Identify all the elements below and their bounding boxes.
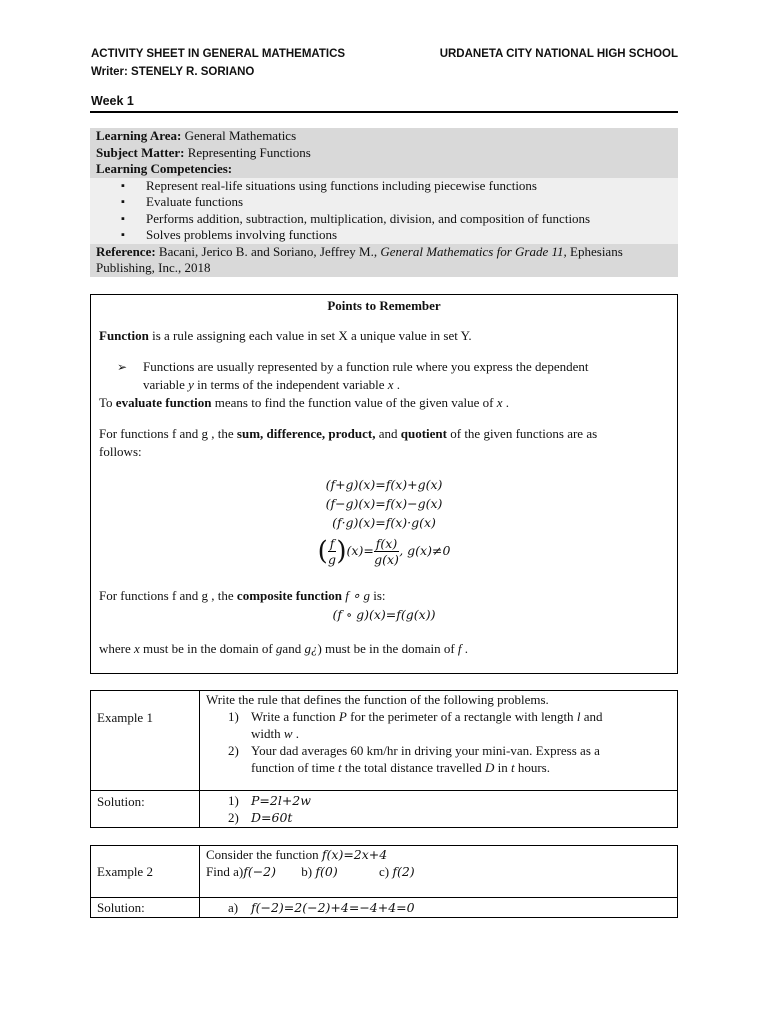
competency-item: ▪ Solves problems involving functions	[146, 227, 672, 244]
example-2-solution-row	[91, 898, 678, 918]
solution-formula: D=60t	[251, 810, 293, 825]
function-rule-note	[91, 358, 677, 394]
reference-publisher-cont: Publishing, Inc., 2018	[96, 260, 211, 275]
operations-formulas	[91, 475, 677, 572]
var-g-garbled: g¿	[304, 641, 318, 656]
solution-number: 1)	[228, 793, 239, 808]
example-2-label: Example 2	[91, 846, 200, 898]
writer-name: Writer: STENELY R. SORIANO	[91, 66, 255, 78]
reference-row	[90, 244, 678, 277]
subject-matter-value: Representing Functions	[184, 144, 311, 160]
learning-area-label: Learning Area:	[96, 128, 182, 143]
quotient-den: g	[328, 552, 337, 567]
competencies-heading	[90, 161, 678, 178]
reference-authors: Bacani, Jerico B. and Soriano, Jeffrey M.,	[155, 243, 381, 259]
reference-label: Reference:	[96, 243, 156, 259]
difference-formula: (f−g)(x)=f(x)−g(x)	[325, 496, 443, 511]
example-2-find	[206, 863, 671, 880]
problem-text: width	[251, 726, 284, 741]
composite-formula: (f ∘ g)(x)=f(g(x))	[332, 607, 436, 622]
problem-text: and	[580, 709, 603, 724]
solution-list	[206, 792, 671, 826]
example-1-table	[90, 690, 678, 828]
problem-text: Write a function	[251, 709, 339, 724]
product-formula: (f·g)(x)=f(x)·g(x)	[332, 515, 436, 530]
points-to-remember-box	[90, 294, 678, 674]
quotient-num: f	[329, 536, 335, 551]
solution-number: 2)	[228, 810, 239, 825]
operations-intro	[91, 425, 677, 461]
var-w: w	[283, 726, 293, 741]
comp-text: is:	[370, 588, 386, 603]
competencies-list-wrapper	[90, 178, 678, 244]
problem-text: .	[292, 726, 300, 741]
example-2-table	[90, 845, 678, 918]
problem-number: 2)	[228, 743, 239, 758]
example-1-label: Example 1	[91, 691, 200, 791]
example-2-solution	[200, 898, 678, 918]
week-label: Week 1	[91, 94, 134, 108]
ops-text: For functions f and g , the	[99, 426, 237, 441]
school-name: URDANETA CITY NATIONAL HIGH SCHOOL	[439, 48, 678, 60]
solution-formula: P=2l+2w	[251, 793, 311, 808]
find-label: Find a)	[206, 864, 244, 879]
find-c: f(2)	[392, 864, 415, 879]
example-1-row	[91, 691, 678, 791]
var-y: y	[188, 377, 194, 392]
function-def-text: is a rule assigning each value in set X a unique value in set Y.	[148, 328, 472, 343]
ops-follows: follows:	[99, 444, 142, 459]
competency-item: ▪ Performs addition, subtraction, multiplication, division, and composition of functions	[146, 211, 672, 228]
var-D: D	[484, 760, 495, 775]
example-2-intro	[206, 846, 671, 863]
quotient-result-num: f(x)	[375, 536, 398, 551]
competency-item: ▪ Represent real-life situations using functions including piecewise functions	[146, 178, 672, 195]
composite-intro	[91, 587, 677, 605]
domain-note	[91, 640, 677, 658]
rule-note-text: in terms of the independent variable	[193, 377, 388, 392]
quotient-result-den: g(x)	[374, 552, 399, 567]
solution-item	[206, 899, 671, 916]
solution-label: Solution:	[91, 791, 200, 828]
rule-note-end: .	[393, 377, 401, 392]
rule-note-line1: Functions are usually represented by a function rule where you express the dependent	[143, 359, 589, 374]
find-a: f(−2)	[243, 864, 277, 879]
sum-formula: (f+g)(x)=f(x)+g(x)	[325, 477, 443, 492]
var-x: x	[134, 641, 140, 656]
eval-term: evaluate function	[115, 395, 212, 410]
problem-number: 1)	[228, 709, 239, 724]
find-b-label: b)	[301, 864, 316, 879]
evaluate-function-note	[91, 394, 677, 412]
quotient-mid: (x)=	[346, 543, 374, 558]
var-l: l	[576, 709, 581, 724]
var-f: f	[457, 641, 462, 656]
example-1-problems	[206, 708, 671, 776]
var-t: t	[338, 760, 342, 775]
eval-end: .	[502, 395, 509, 410]
quotient-condition: , g(x)≠0	[399, 543, 451, 558]
comp-term: composite function	[236, 588, 343, 603]
comp-text: For functions f and g , the	[99, 588, 237, 603]
example-2-row	[91, 846, 678, 898]
quotient-result-fraction	[374, 536, 399, 567]
eval-text: means to find the function value of the given value of	[211, 395, 497, 410]
domain-end: .	[461, 641, 469, 656]
solution-item	[206, 809, 671, 826]
var-P: P	[338, 709, 347, 724]
points-to-remember-title: Points to Remember	[327, 298, 441, 313]
solution-list	[206, 899, 671, 916]
competencies-label: Learning Competencies:	[96, 161, 233, 176]
var-x: x	[496, 395, 503, 410]
find-c-label: c)	[378, 864, 393, 879]
learning-area-row	[90, 128, 678, 145]
rule-note-text: variable	[143, 377, 189, 392]
domain-text: must be in the domain of	[139, 641, 276, 656]
subject-matter-row	[90, 145, 678, 162]
function-definition	[91, 327, 677, 345]
problem-text: hours.	[514, 760, 550, 775]
domain-text: and	[282, 641, 305, 656]
example-2-content	[200, 846, 678, 898]
problem-text: function of time	[251, 760, 339, 775]
var-x: x	[387, 377, 394, 392]
arrow-bullet-icon: ➢	[117, 360, 128, 374]
var-g: g	[275, 641, 283, 656]
intro-text: Consider the function	[206, 847, 322, 862]
right-paren: )	[336, 536, 347, 567]
competency-item: ▪ Evaluate functions	[146, 194, 672, 211]
ops-text: of the given functions are as	[446, 426, 598, 441]
solution-item	[206, 792, 671, 809]
subject-matter-label: Subject Matter:	[96, 144, 185, 160]
domain-text: where	[99, 641, 135, 656]
activity-sheet-title: ACTIVITY SHEET IN GENERAL MATHEMATICS	[91, 48, 346, 60]
find-b: f(0)	[315, 864, 338, 879]
problem-text: the total distance travelled	[341, 760, 485, 775]
example-1-solution	[200, 791, 678, 828]
reference-publisher: Ephesians	[566, 243, 623, 259]
domain-text: ) must be in the domain of	[317, 641, 458, 656]
learning-info-block	[90, 128, 678, 277]
problem-text: Your dad averages 60 km/hr in driving your mini-van. Express as a	[251, 743, 600, 758]
problem-item	[206, 742, 671, 776]
problem-text: in	[494, 760, 511, 775]
ops-term: sum, difference, product,	[236, 426, 376, 441]
function-definition-formula: f(x)=2x+4	[321, 847, 388, 862]
ops-term-quotient: quotient	[400, 426, 447, 441]
example-1-intro: Write the rule that defines the function of the following problems.	[206, 692, 549, 707]
example-1-content	[200, 691, 678, 791]
solution-number: a)	[228, 900, 239, 915]
problem-text: for the perimeter of a rectangle with length	[346, 709, 577, 724]
problem-item	[206, 708, 671, 742]
reference-book-title: General Mathematics for Grade 11,	[380, 243, 567, 259]
example-1-solution-row	[91, 791, 678, 828]
comp-symbol: f ∘ g	[342, 588, 371, 603]
ops-text: and	[375, 426, 401, 441]
solution-label: Solution:	[91, 898, 200, 918]
learning-area-value: General Mathematics	[181, 128, 297, 143]
header-divider	[90, 111, 678, 113]
var-t: t	[510, 760, 515, 775]
left-paren: (	[317, 536, 328, 567]
competencies-list	[96, 178, 672, 244]
solution-formula: f(−2)=2(−2)+4=−4+4=0	[251, 900, 415, 915]
eval-text: To	[99, 395, 116, 410]
function-term: Function	[99, 328, 149, 343]
quotient-formula	[91, 532, 677, 572]
